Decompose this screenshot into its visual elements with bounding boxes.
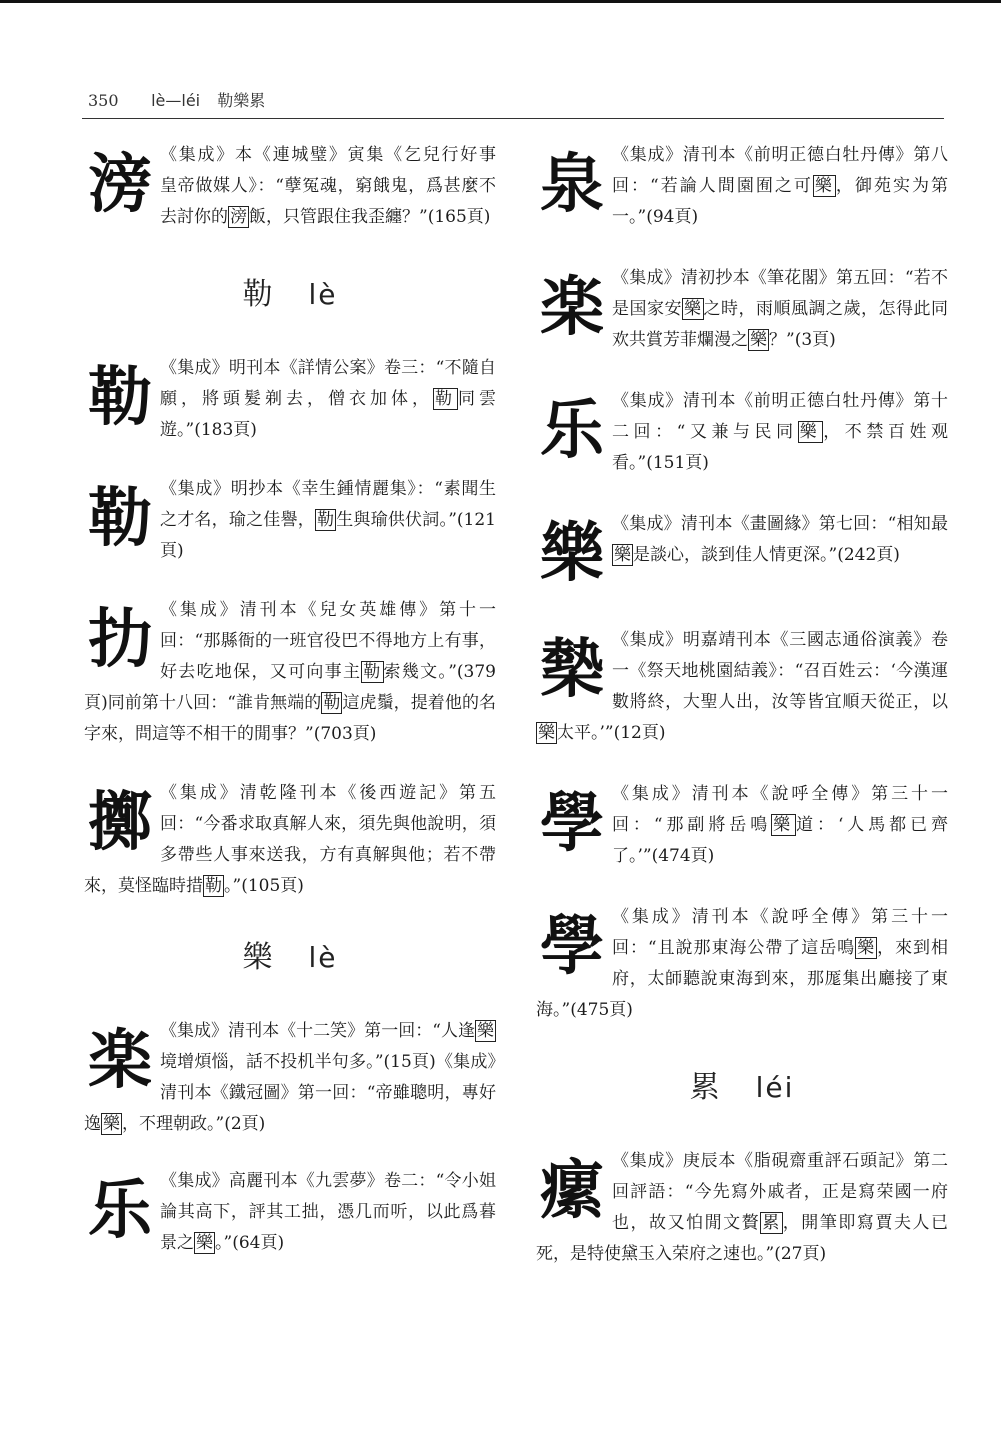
entry-text-segment: 《集成》清刊本《說呼全傳》第三十一回：“且說那東海公帶了這岳鳴 (612, 907, 948, 958)
character-variant-glyph: 扐 (88, 603, 152, 677)
entry-text-segment: 《集成》清刊本《畫圖緣》第七回：“相知最 (612, 514, 948, 534)
dictionary-entry (536, 140, 948, 233)
entry-text-segment: 是談心，談到佳人情更深。”(242頁) (633, 545, 900, 565)
entry-text-segment: 生與瑜供伏詞。”(121頁) (160, 510, 496, 561)
boxed-character: 勒 (323, 693, 341, 713)
character-variant-glyph: 學 (540, 910, 604, 984)
entry-text (612, 268, 948, 351)
entry-text-segment: 《集成》高麗刊本《九雲夢》卷二：“令小姐論其高下，評其工拙，憑几而听，以此爲暮景之 (160, 1171, 496, 1253)
dictionary-entry (84, 778, 496, 902)
entry-text (160, 479, 496, 561)
boxed-character: 樂 (538, 723, 555, 743)
entry-text-segment: 索幾文。”(379頁)同前第十八回：“誰肯無端的 (84, 662, 496, 713)
boxed-character: 勒 (435, 389, 456, 409)
entry-text-segment: 《集成》明抄本《幸生鍾情麗集》：“素聞生之才名，瑜之佳譽， (160, 479, 496, 530)
entry-text (160, 358, 496, 440)
entry-text-segment: 境增煩惱，話不投机半句多。”(15頁)《集成》清刊本《鐵冠圖》第一回：“帝雖聰明，專好逸 (84, 1052, 496, 1134)
entry-text-segment: 《集成》明刊本《詳情公案》卷三：“不隨自願，將頭髮剃去，僧衣加体， (160, 358, 496, 409)
entry-text (160, 1171, 496, 1254)
entry-text-segment: 《集成》清乾隆刊本《後西遊記》第五回：“今番求取真解人來，須先與他說明，須多帶些人事來送我，方有真解與他；若不帶來，莫怪臨時措 (84, 783, 496, 896)
dictionary-entry (536, 386, 948, 479)
entry-text-segment: ，不禁百姓观看。”(151頁) (612, 422, 948, 473)
entry-text-segment: 《集成》清刊本《十二笑》第一回：“人逢 (160, 1021, 475, 1041)
section-heading-lei (536, 1062, 948, 1106)
page-number: 350 (88, 91, 119, 110)
boxed-character: 樂 (477, 1021, 494, 1041)
dictionary-entry (536, 1146, 948, 1270)
page-header (88, 88, 265, 111)
entry-text-segment: 《集成》清刊本《前明正德白牡丹傳》第十二回：“又兼与民同 (612, 391, 948, 442)
right-column (536, 140, 948, 1270)
character-variant-glyph: 泉 (540, 148, 604, 222)
entry-text-segment: ，來到相府，太師聽說東海到來，那厖集出廳接了東海。”(475頁) (536, 938, 949, 1020)
section-character: 勒 (242, 277, 275, 312)
boxed-character: 樂 (799, 422, 822, 442)
entry-text-segment: 。”(64頁) (215, 1233, 285, 1253)
boxed-character: 滂 (230, 207, 247, 227)
character-variant-glyph: 勒 (88, 361, 152, 435)
entry-text-segment: ？”(3頁) (769, 330, 836, 350)
dictionary-entry (84, 1166, 496, 1259)
dictionary-entry (536, 509, 948, 595)
entry-text-segment: 《集成》清刊本《前明正德白牡丹傳》第八回：“若論人間園囿之可 (612, 145, 948, 196)
character-variant-glyph: 勒 (88, 482, 152, 556)
section-character: 樂 (242, 940, 275, 975)
boxed-character: 樂 (684, 299, 702, 319)
entry-text-segment: 道：‘人馬都已齊了。’”(474頁) (612, 815, 948, 866)
character-variant-glyph: 乐 (88, 1174, 152, 1248)
entry-text (612, 391, 948, 473)
boxed-character: 樂 (857, 938, 876, 958)
entry-text-segment: 這虎鬚，提着他的名字來，問這等不相干的閒事？”(703頁) (84, 693, 497, 744)
section-character: 累 (689, 1070, 722, 1105)
dictionary-entry (536, 263, 948, 356)
pinyin-range: lè—léi (151, 91, 201, 110)
dictionary-entry (536, 779, 948, 872)
boxed-character: 勒 (363, 662, 382, 682)
entry-text-segment: 之時，雨順風調之歲，怎得此同欢共賞芳菲爛漫之 (612, 299, 948, 350)
entry-text-segment: 《集成》庚辰本《脂硯齋重評石頭記》第二回評語：“今先寫外戚者，正是寫荣國一府也，故又怕閒文贅 (612, 1151, 948, 1233)
section-heading-le-1 (84, 269, 496, 313)
character-variant-glyph: 楽 (88, 1024, 152, 1098)
boxed-character: 樂 (750, 330, 767, 350)
boxed-character: 樂 (773, 815, 795, 835)
entry-text (612, 145, 948, 227)
character-variant-glyph: 滂 (88, 148, 152, 222)
dictionary-entry (84, 140, 513, 233)
header-rule (82, 118, 944, 119)
character-variant-glyph: 槷 (540, 633, 604, 707)
dictionary-entry (84, 1016, 496, 1140)
section-heading-le-2 (84, 932, 496, 976)
entry-text-segment: ，開筆即寫賈夫人已死，是特使黛玉入荣府之速也。”(27頁) (536, 1213, 949, 1264)
boxed-character: 勒 (316, 510, 335, 530)
boxed-character: 樂 (196, 1233, 213, 1253)
character-variant-glyph: 樂 (540, 517, 604, 591)
character-variant-glyph: 瘰 (540, 1154, 604, 1228)
entry-text (612, 514, 948, 566)
boxed-character: 累 (762, 1213, 781, 1233)
top-border (0, 0, 1001, 3)
character-variant-glyph: 乐 (540, 394, 604, 468)
entry-text (160, 145, 513, 228)
entry-text-segment: 太平。’”(12頁) (557, 723, 666, 743)
section-pinyin: léi (755, 1071, 795, 1104)
entry-text (612, 784, 948, 866)
entry-text-segment: ，御苑实为第一。”(94頁) (612, 176, 949, 227)
character-variant-glyph: 擲 (88, 786, 152, 860)
boxed-character: 樂 (614, 545, 631, 565)
entry-text-segment: 同雲遊。”(183頁) (160, 389, 496, 440)
entry-text-segment: 飯，只管跟住我歪纏？”(165頁) (249, 207, 491, 227)
dictionary-entry (84, 474, 496, 567)
boxed-character: 勒 (205, 876, 222, 896)
dictionary-entry (84, 595, 496, 750)
entry-text-segment: 《集成》清初抄本《筆花閣》第五回：“若不是国家安 (612, 268, 948, 319)
character-variant-glyph: 楽 (540, 271, 604, 345)
boxed-character: 樂 (814, 176, 834, 196)
entry-text-segment: ，不理朝政。”(2頁) (122, 1114, 266, 1134)
character-variant-glyph: 學 (540, 787, 604, 861)
entry-text-segment: 。”(105頁) (224, 876, 304, 896)
entry-text-segment: 《集成》本《連城璧》寅集《乞兒行好事 皇帝做媒人》：“孽冤魂，窮餓鬼，爲甚麼不去討你的 (160, 145, 513, 227)
left-column (84, 140, 513, 1259)
entry-text-segment: 《集成》明嘉靖刊本《三國志通俗演義》卷一《祭天地桃園結義》：“召百姓云：‘今漢運數將終，大聖人出，汝等皆宜順天從正，以 (612, 630, 948, 712)
boxed-character: 樂 (103, 1114, 120, 1134)
dictionary-entry (84, 353, 496, 446)
section-pinyin: lè (308, 278, 338, 311)
entry-text-segment: 《集成》清刊本《兒女英雄傳》第十一回：“那縣衙的一班官役巴不得地方上有事，好去吃地保，又可向事主 (160, 600, 496, 682)
dictionary-entry (536, 902, 948, 1026)
entry-text-segment: 《集成》清刊本《說呼全傳》第三十一回：“那副將岳鳴 (612, 784, 948, 835)
header-characters: 勒樂累 (217, 91, 266, 110)
dictionary-entry (536, 625, 948, 749)
section-pinyin: lè (308, 941, 338, 974)
